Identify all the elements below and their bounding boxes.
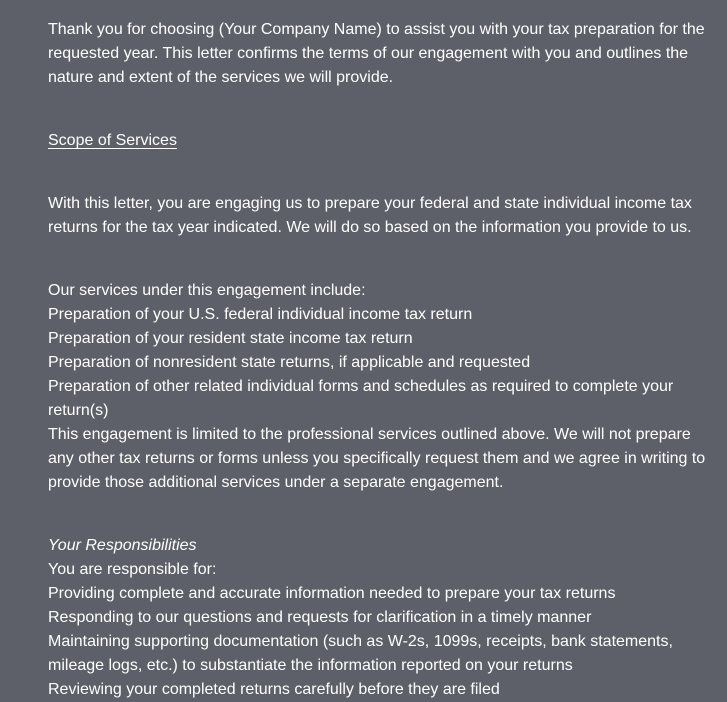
spacer — [48, 495, 708, 534]
spacer — [48, 153, 708, 192]
services-lead: Our services under this engagement include: — [48, 282, 366, 299]
responsibilities-item: Reviewing your completed returns carefully before they are filed — [48, 681, 500, 698]
services-item: Preparation of your U.S. federal individual income tax return — [48, 306, 473, 323]
scope-heading: Scope of Services — [48, 132, 177, 149]
services-item: Preparation of your resident state income tax return — [48, 330, 413, 347]
responsibilities-item: Responding to our questions and requests for clarification in a timely manner — [48, 609, 592, 626]
engagement-letter — [48, 18, 708, 702]
intro-paragraph: Thank you for choosing (Your Company Name) to assist you with your tax preparation for the requested year. This letter confirms the terms of our engagement with you and outlines the nature and extent of the services we will provide. — [48, 21, 705, 86]
services-item: Preparation of other related individual forms and schedules as required to complete your return(s) — [48, 378, 674, 419]
responsibilities-item: Providing complete and accurate information needed to prepare your tax returns — [48, 585, 616, 602]
responsibilities-heading: Your Responsibilities — [48, 537, 197, 554]
services-item: Preparation of nonresident state returns, if applicable and requested — [48, 354, 531, 371]
spacer — [48, 90, 708, 129]
spacer — [48, 240, 708, 279]
services-limitation: This engagement is limited to the professional services outlined above. We will not prepare any other tax returns or forms unless you specifically request them and we agree in writing to provide those additional services under a separate engagement. — [48, 426, 706, 491]
responsibilities-item: Maintaining supporting documentation (such as W-2s, 1099s, receipts, bank statements, mileage logs, etc.) to substantiate the information reported on your returns — [48, 633, 673, 674]
responsibilities-lead: You are responsible for: — [48, 561, 217, 578]
scope-paragraph: With this letter, you are engaging us to prepare your federal and state individual income tax returns for the tax year indicated. We will do so based on the information you provide to us. — [48, 195, 692, 236]
